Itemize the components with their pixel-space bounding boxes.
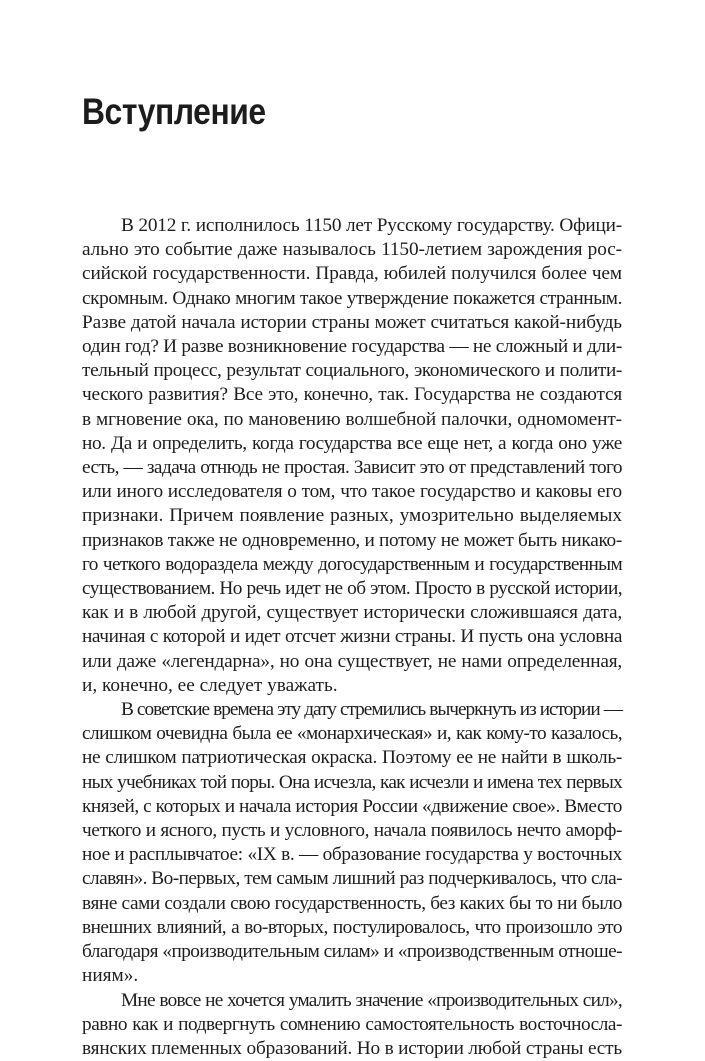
text-line: Мне вовсе не хочется умалить значение «производительных сил», — [82, 989, 622, 1013]
text-line: тельный процесс, результат социального, экономического и полити- — [82, 359, 622, 383]
text-line: не слишком патриотическая окраска. Поэтому ее не найти в школь- — [82, 746, 622, 770]
text-line: вянских племенных образований. Но в истории любой страны есть — [82, 1037, 622, 1061]
text-line: равно как и подвергнуть сомнению самостоятельность восточносла- — [82, 1013, 622, 1037]
text-line: скромным. Однако многим такое утверждение покажется странным. — [82, 287, 622, 311]
text-line: начиная с которой и идет отсчет жизни страны. И пусть она условна — [82, 625, 622, 649]
paragraph-3 — [82, 989, 622, 1061]
text-line: ально это событие даже называлось 1150-летием зарождения рос- — [82, 238, 622, 262]
text-line: как и в любой другой, существует исторически сложившаяся дата, — [82, 601, 622, 625]
text-line: один год? И разве возникновение государства — не сложный и дли- — [82, 335, 622, 359]
text-line: есть, — задача отнюдь не простая. Зависит это от представлений того — [82, 456, 622, 480]
text-line: или даже «легендарна», но она существует, не нами определенная, — [82, 650, 622, 674]
body-text — [82, 214, 622, 1061]
text-line: Разве датой начала истории страны может считаться какой-нибудь — [82, 311, 622, 335]
text-line: существованием. Но речь идет не об этом. Просто в русской истории, — [82, 577, 622, 601]
text-line: признаков также не одновременно, и потому не может быть никако- — [82, 529, 622, 553]
text-line: или иного исследователя о том, что такое государство и каковы его — [82, 480, 622, 504]
text-line: В советские времена эту дату стремились вычеркнуть из истории — — [82, 698, 622, 722]
paragraph-1 — [82, 214, 622, 698]
text-line: слишком очевидна была ее «монархическая» и, как кому-то казалось, — [82, 722, 622, 746]
paragraph-2 — [82, 698, 622, 988]
text-line: внешних влияний, а во-вторых, постулировалось, что произошло это — [82, 916, 622, 940]
text-line: в мгновение ока, по мановению волшебной палочки, одномомент- — [82, 408, 622, 432]
text-line: князей, с которых и начала история России «движение свое». Вместо — [82, 795, 622, 819]
text-line: ческого развития? Все это, конечно, так. Государства не создаются — [82, 383, 622, 407]
text-line: вяне сами создали свою государственность, без каких бы то ни было — [82, 892, 622, 916]
text-line: В 2012 г. исполнилось 1150 лет Русскому государству. Офици- — [82, 214, 622, 238]
text-line: и, конечно, ее следует уважать. — [82, 674, 622, 698]
text-line: ное и расплывчатое: «IX в. — образование государства у восточных — [82, 843, 622, 867]
text-line: сийской государственности. Правда, юбилей получился более чем — [82, 262, 622, 286]
text-line: признаки. Причем появление разных, умозрительно выделяемых — [82, 504, 622, 528]
chapter-title: Вступление — [82, 90, 266, 134]
text-line: благодаря «производительным силам» и «производственным отноше- — [82, 940, 622, 964]
text-line: ниям». — [82, 964, 622, 988]
text-line: ных учебниках той поры. Она исчезла, как исчезли и имена тех первых — [82, 771, 622, 795]
text-line: го четкого водораздела между догосударственным и государственным — [82, 553, 622, 577]
text-line: славян». Во-первых, тем самым лишний раз подчеркивалось, что сла- — [82, 867, 622, 891]
text-line: четкого и ясного, пусть и условного, начала появилось нечто аморф- — [82, 819, 622, 843]
text-line: но. Да и определить, когда государства все еще нет, а когда оно уже — [82, 432, 622, 456]
